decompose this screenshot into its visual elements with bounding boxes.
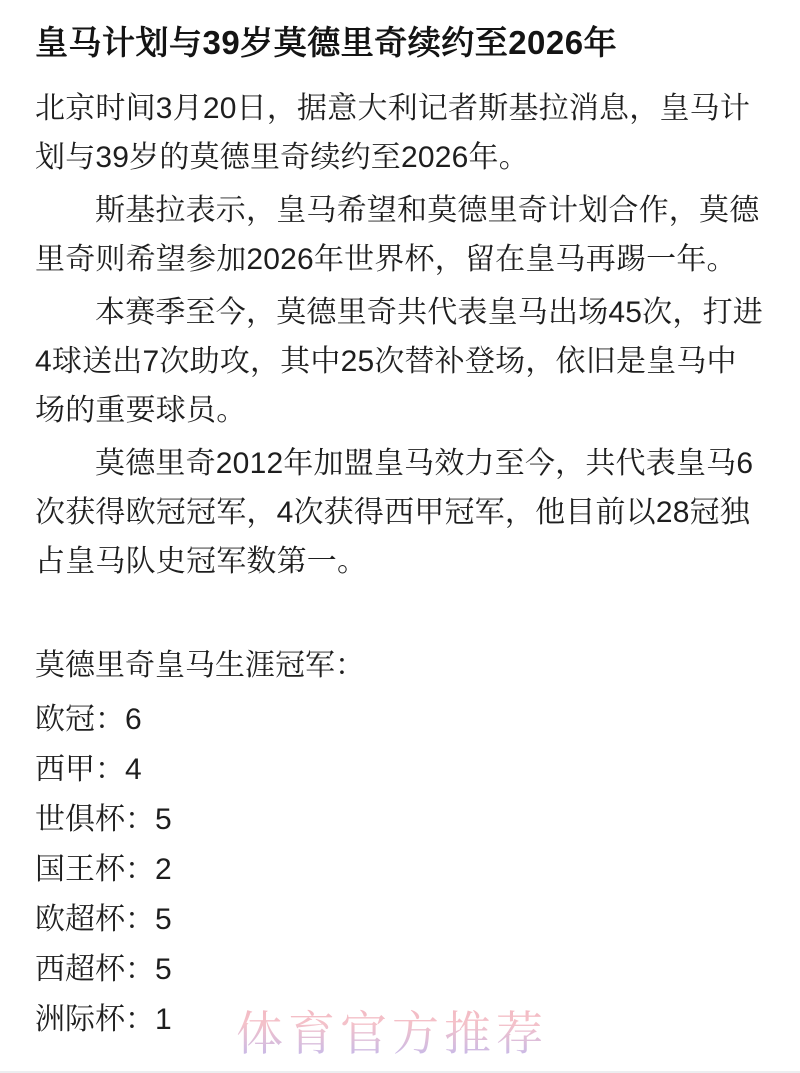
honor-item: 国王杯：2: [35, 853, 172, 886]
honors-section: [35, 641, 766, 1045]
article-paragraph: 斯基拉表示，皇马希望和莫德里奇计划合作，莫德里奇则希望参加2026年世界杯，留在皇马再踢一年。: [35, 194, 760, 276]
honor-item: 世俱杯：5: [35, 803, 172, 836]
honor-item: 西超杯：5: [35, 953, 172, 986]
article-paragraph: 本赛季至今，莫德里奇共代表皇马出场45次，打进4球送出7次助攻，其中25次替补登场，依旧是皇马中场的重要球员。: [35, 296, 763, 427]
honor-item: 欧冠：6: [35, 703, 142, 736]
article-paragraph: 北京时间3月20日，据意大利记者斯基拉消息，皇马计划与39岁的莫德里奇续约至2026年。: [35, 92, 751, 174]
honors-list: [35, 695, 766, 1045]
article-title: 皇马计划与39岁莫德里奇续约至2026年: [35, 24, 618, 61]
honor-item: 西甲：4: [35, 753, 142, 786]
honors-heading: 莫德里奇皇马生涯冠军：: [35, 649, 365, 682]
article-body: [35, 84, 766, 586]
honor-item: 洲际杯：1: [35, 1003, 172, 1036]
article-paragraph: 莫德里奇2012年加盟皇马效力至今，共代表皇马6次获得欧冠冠军，4次获得西甲冠军，他目前以28冠独占皇马队史冠军数第一。: [35, 447, 754, 578]
watermark: 体育官方推荐: [236, 997, 548, 1064]
honor-item: 欧超杯：5: [35, 903, 172, 936]
